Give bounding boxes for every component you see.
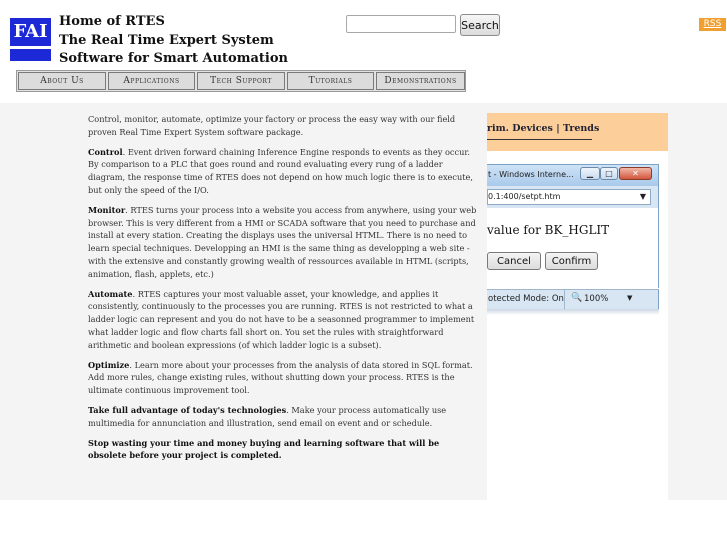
automate-heading: Automate (88, 288, 133, 299)
closing-paragraph (88, 437, 478, 463)
automate-paragraph (88, 288, 478, 352)
nav-about-us[interactable]: About Us (18, 72, 106, 90)
monitor-paragraph (88, 204, 478, 281)
nav-tutorials[interactable]: Tutorials (287, 72, 374, 90)
closing-text: Stop wasting your time and money buying and learning software that will be obsolete before your project is completed. (88, 437, 440, 461)
rss-link[interactable]: RSS (699, 18, 726, 31)
dialog-shadow (487, 309, 659, 315)
control-text: . Event driven forward chaining Inference Engine responds to events as they occur. By comparison to a PLC that goes round and round evaluating every rung of a ladder diagram, the response time of RTES does not depend on how much logic there is to execute, but only the speed of the I/O. (88, 146, 474, 195)
monitor-text: . RTES turns your process into a website you access from anywhere, using your web browser. This is very different from a HMI or SCADA software that you need to purchase and install at every station. Creating the displays uses the universal HTML. There is no need to learn special techniques. Developping an HMI is the same thing as developping a web site - with the extensive and constantly growing wealth of ressources available in HTML (scripts, animation, flash, applets, etc.) (88, 204, 477, 279)
control-paragraph (88, 146, 478, 197)
search-input[interactable] (346, 15, 456, 33)
nav-applications[interactable]: Applications (108, 72, 195, 90)
intro-paragraph: Control, monitor, automate, optimize your factory or process the easy way with our field proven Real Time Expert System software package. (88, 114, 456, 137)
content-text (88, 113, 478, 469)
maximize-icon[interactable]: □ (600, 167, 618, 180)
status-divider (564, 290, 565, 309)
dialog-message: value for BK_HGLIT (487, 223, 610, 237)
zoom-level[interactable]: 100% (584, 294, 609, 304)
browser-address-field[interactable] (487, 189, 651, 205)
right-top-strip (487, 103, 668, 113)
nav-tech-support[interactable]: Tech Support (197, 72, 285, 90)
minimize-icon[interactable]: ▁ (580, 167, 600, 180)
right-margin (668, 103, 727, 500)
link-trends[interactable]: Trends (562, 123, 600, 134)
dropdown-arrow-icon[interactable]: ▼ (639, 192, 646, 201)
automate-text: . RTES captures your most valuable asset, your knowledge, and applies it consistently, continuously to the processes you are running. RTES is not restricted to what a ladder logic can represent and you do not have to be a seasonned programmer to implement what ladder logic and flow charts fall short on. You set the rules with straightforward arithmetic and boolean expressions (of which ladder logic is a subset). (88, 288, 475, 350)
optimize-paragraph (88, 359, 478, 397)
control-heading: Control (88, 146, 123, 157)
optimize-text: . Learn more about your processes from the analysis of data stored in SQL format. Add more rules, change existing rules, without shutting down your process. RTES is the ultimate continuous improvement tool. (88, 359, 473, 396)
technologies-paragraph (88, 404, 478, 430)
browser-status-bar (487, 289, 659, 309)
link-prim-devices[interactable]: rim. Devices (487, 123, 553, 134)
close-icon[interactable]: ✕ (619, 167, 652, 180)
site-tagline: Software for Smart Automation (59, 51, 288, 66)
site-subtitle: The Real Time Expert System (59, 33, 274, 48)
site-title: Home of RTES (59, 14, 165, 29)
confirm-button[interactable]: Confirm (545, 252, 598, 270)
monitor-heading: Monitor (88, 204, 126, 215)
nav-demonstrations[interactable]: Demonstrations (376, 72, 465, 90)
cancel-button[interactable]: Cancel (487, 252, 541, 270)
browser-title: t - Windows Interne... (488, 170, 574, 179)
search-button[interactable]: Search (460, 14, 500, 36)
page-footer (0, 500, 727, 545)
technologies-text: . Make your process automatically use multimedia for annunciation and illustration, send email on event and or schedule. (88, 404, 447, 428)
link-separator: | (556, 123, 560, 134)
fai-logo[interactable]: FAI (10, 18, 51, 46)
browser-body (487, 208, 659, 288)
browser-address-text: 0.1:400/setpt.htm (488, 192, 561, 201)
right-panel-links (487, 123, 599, 134)
optimize-heading: Optimize (88, 359, 130, 370)
links-underline (487, 139, 592, 140)
zoom-icon[interactable]: 🔍 (571, 293, 583, 303)
zoom-dropdown-icon[interactable]: ▼ (627, 294, 633, 302)
logo-bar (10, 49, 51, 61)
technologies-heading: Take full advantage of today's technologies (88, 404, 287, 415)
status-text: otected Mode: On (488, 294, 564, 304)
